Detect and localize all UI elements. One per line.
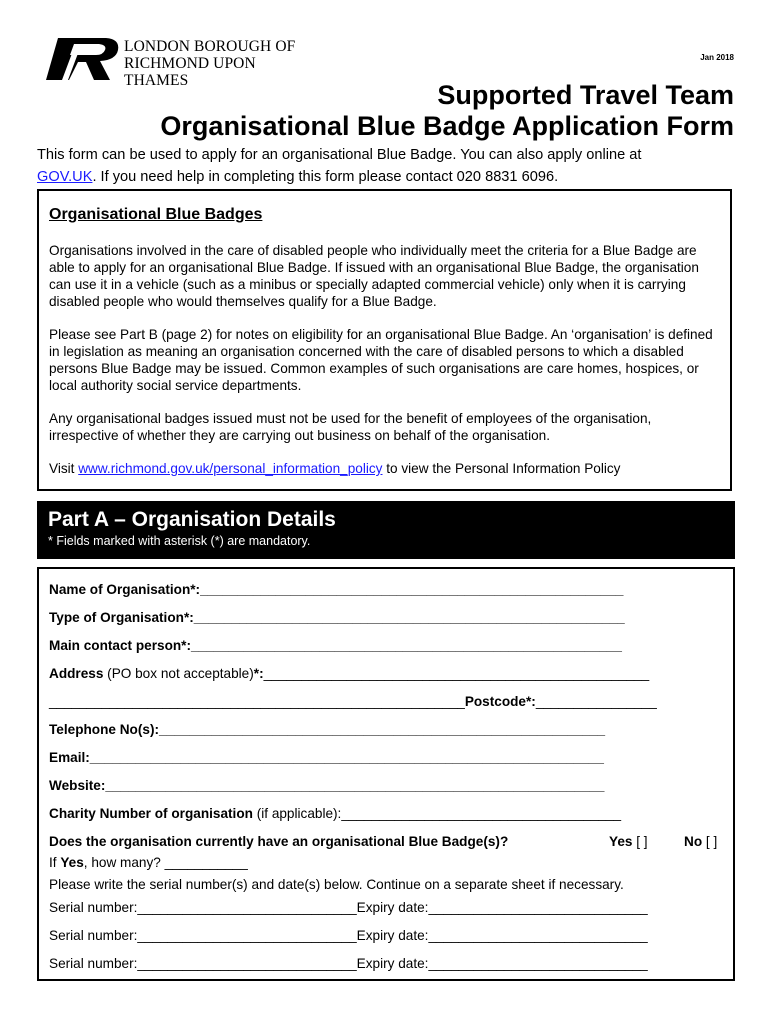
charity-number-field[interactable] — [49, 806, 621, 821]
org-type-label: Type of Organisation*: — [49, 610, 194, 625]
badge-question-row — [49, 834, 725, 849]
no-box: [ ] — [702, 834, 718, 849]
org-name-label: Name of Organisation*: — [49, 582, 201, 597]
yes-label: Yes — [609, 834, 633, 849]
serial-label: Serial number: — [49, 956, 138, 971]
charity-note: (if applicable): — [252, 806, 342, 821]
serial-label: Serial number: — [49, 900, 138, 915]
info-paragraph-4 — [49, 460, 720, 477]
part-a-banner — [37, 501, 735, 559]
how-many-text: , how many? ___________ — [83, 855, 248, 870]
visit-text: Visit — [49, 461, 79, 476]
address-label: Address — [49, 666, 104, 681]
expiry-line: _____________________________ — [428, 900, 648, 915]
part-a-heading: Part A – Organisation Details — [48, 508, 336, 531]
privacy-policy-link[interactable]: www.richmond.gov.uk/personal_information_policy — [78, 461, 383, 476]
postcode-line: ________________ — [535, 694, 657, 709]
telephone-label: Telephone No(s): — [49, 722, 160, 737]
website-label: Website: — [49, 778, 106, 793]
intro-text-1: This form can be used to apply for an organisational Blue Badge. You can also apply online at — [37, 147, 642, 163]
policy-text: to view the Personal Information Policy — [382, 461, 621, 476]
intro-text — [37, 145, 737, 188]
contact-line: _________________________________________________________ — [191, 638, 622, 653]
expiry-line: _____________________________ — [428, 928, 648, 943]
serial-line: _____________________________ — [137, 900, 357, 915]
serial-row-2[interactable] — [49, 928, 648, 943]
form-date: Jan 2018 — [700, 53, 734, 62]
info-paragraph-1: Organisations involved in the care of disabled people who individually meet the criteria for a Blue Badge are able to apply for an organisational Blue Badge. If issued with an organisational Blue Badge, the organisation can use it in a vehicle (such as a minibus or specially adapted commercial vehicle) only when it is carrying disabled people who would themselves qualify for a Blue Badge. — [49, 243, 699, 309]
website-field[interactable] — [49, 778, 604, 793]
org-name-line: ________________________________________________________ — [200, 582, 624, 597]
expiry-line: _____________________________ — [428, 956, 648, 971]
page-title — [160, 80, 734, 142]
postcode-label: Postcode*: — [464, 694, 536, 709]
serial-row-1[interactable] — [49, 900, 648, 915]
org-type-field[interactable] — [49, 610, 625, 625]
org-type-line: _________________________________________________________ — [193, 610, 625, 625]
address-colon: *: — [253, 666, 264, 681]
address-line-2: _______________________________________________________ — [49, 694, 465, 709]
charity-label: Charity Number of organisation — [49, 806, 253, 821]
serial-row-3[interactable] — [49, 956, 648, 971]
logo-line-2: RICHMOND UPON THAMES — [124, 55, 256, 89]
org-name-field[interactable] — [49, 582, 623, 597]
serial-instruction: Please write the serial number(s) and date(s) below. Continue on a separate sheet if necessary. — [49, 877, 624, 892]
info-heading: Organisational Blue Badges — [49, 206, 263, 223]
organisation-details-form — [37, 567, 735, 981]
telephone-line: ___________________________________________________________ — [159, 722, 606, 737]
email-line: ____________________________________________________________________ — [89, 750, 604, 765]
intro-text-2: . If you need help in completing this form please contact 020 8831 6096. — [92, 168, 559, 185]
expiry-label: Expiry date: — [356, 928, 429, 943]
info-box — [37, 189, 732, 491]
no-label: No — [684, 834, 703, 849]
charity-line: _____________________________________ — [341, 806, 622, 821]
title-line-2: Organisational Blue Badge Application Form — [160, 111, 734, 141]
telephone-field[interactable] — [49, 722, 605, 737]
address-line: ___________________________________________________ — [263, 666, 650, 681]
gov-uk-link[interactable]: GOV.UK — [37, 168, 93, 185]
expiry-label: Expiry date: — [356, 956, 429, 971]
title-line-1: Supported Travel Team — [437, 80, 734, 110]
how-many-field[interactable] — [49, 855, 248, 870]
expiry-label: Expiry date: — [356, 900, 429, 915]
if-yes-bold: Yes — [60, 855, 84, 870]
logo-line-1: LONDON BOROUGH OF — [124, 38, 296, 55]
info-paragraph-2: Please see Part B (page 2) for notes on eligibility for an organisational Blue Badge. An ‘organisation’ is defined in legislation as meaning an organisation concerned with the care of disabled persons to which a disabled persons Blue Badge may be issued. Common examples of such organisations are care homes, hospices, or local authority social service departments. — [49, 327, 713, 393]
if-yes-pre: If — [49, 855, 61, 870]
email-field[interactable] — [49, 750, 604, 765]
email-label: Email: — [49, 750, 90, 765]
serial-line: _____________________________ — [137, 956, 357, 971]
serial-line: _____________________________ — [137, 928, 357, 943]
serial-label: Serial number: — [49, 928, 138, 943]
website-line: __________________________________________________________________ — [105, 778, 605, 793]
info-paragraph-3: Any organisational badges issued must not be used for the benefit of employees of the organisation, irrespective of whether they are carrying out business on behalf of the organisation. — [49, 411, 652, 443]
council-logo — [44, 36, 314, 89]
address-line-2-field[interactable] — [49, 694, 657, 709]
richmond-r-logo-icon — [44, 36, 122, 82]
address-field[interactable] — [49, 666, 649, 681]
no-checkbox[interactable] — [684, 834, 717, 849]
contact-label: Main contact person*: — [49, 638, 191, 653]
badge-question: Does the organisation currently have an organisational Blue Badge(s)? — [49, 834, 509, 849]
yes-checkbox[interactable] — [609, 834, 648, 849]
contact-person-field[interactable] — [49, 638, 622, 653]
address-note: (PO box not acceptable) — [103, 666, 254, 681]
part-a-subheading: * Fields marked with asterisk (*) are mandatory. — [48, 534, 311, 548]
yes-box: [ ] — [632, 834, 648, 849]
